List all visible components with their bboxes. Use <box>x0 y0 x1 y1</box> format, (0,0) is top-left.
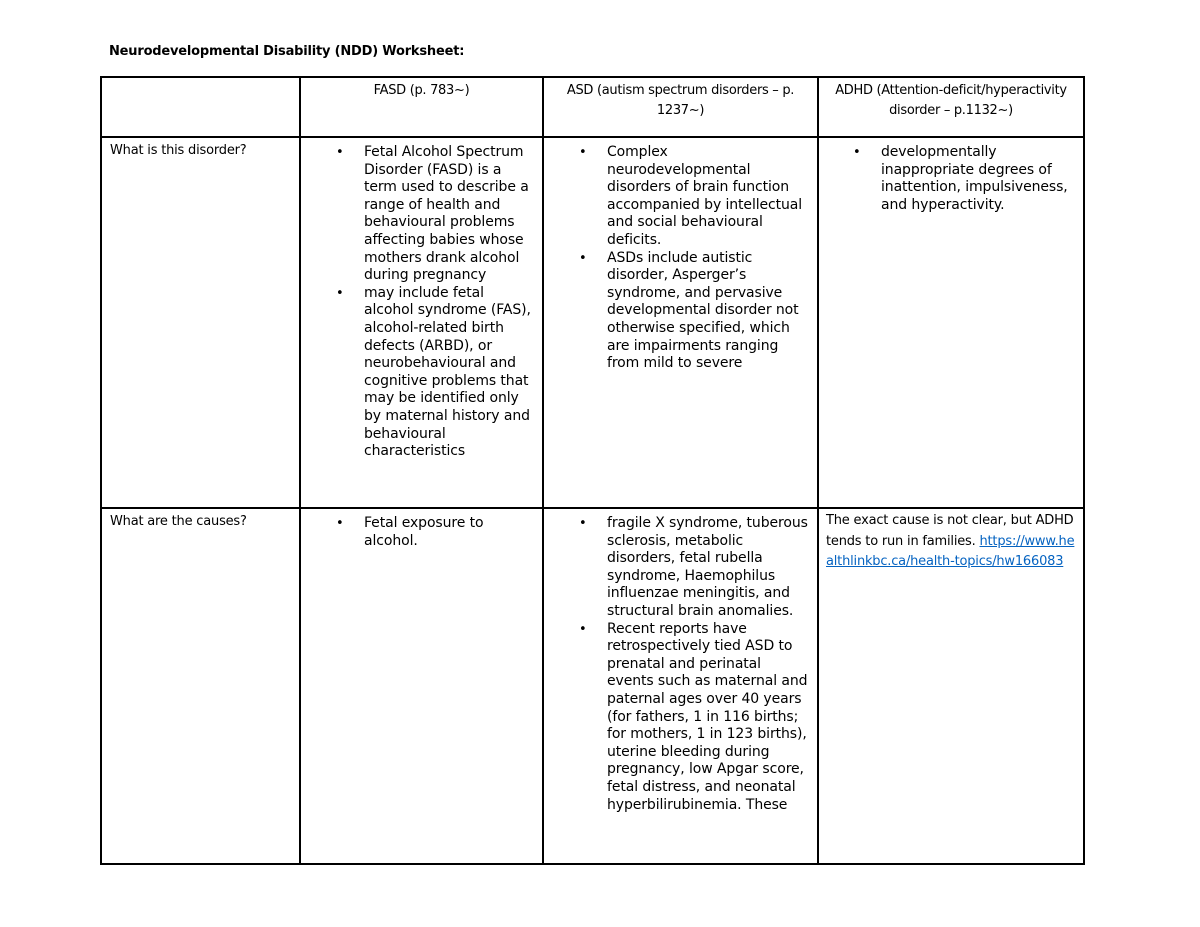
list-item <box>579 249 811 373</box>
list-item <box>579 620 811 815</box>
list-item-text: Fetal exposure to alcohol. <box>364 515 484 549</box>
bullet-icon: • <box>336 285 344 301</box>
header-cell-empty <box>101 77 300 137</box>
list-item-text: may include fetal alcohol syndrome (FAS), alcohol-related birth defects (ARBD), or neurobehavioural and cognitive problems that may be identified only by maternal history and behavioural characteristics <box>364 284 531 460</box>
bullet-list <box>301 138 542 461</box>
list-item <box>336 515 534 550</box>
header-cell-adhd: ADHD (Attention-deficit/hyperactivity disorder – p.1132~) <box>818 77 1084 137</box>
cell-fasd-definition <box>300 137 543 508</box>
row-label-causes: What are the causes? <box>101 508 300 864</box>
list-item-text: developmentally inappropriate degrees of inattention, impulsiveness, and hyperactivity. <box>881 144 1068 213</box>
cell-fasd-causes <box>300 508 543 864</box>
cell-asd-causes <box>543 508 818 864</box>
list-item-text: Recent reports have retrospectively tied ASD to prenatal and perinatal events such as maternal and paternal ages over 40 years (for fathers, 1 in 116 births; for mothers, 1 in 123 births), uterine bleeding during pregnancy, low Apgar score, fetal distress, and neonatal hyperbilirubinemia. These <box>607 620 808 813</box>
bullet-icon: • <box>336 145 344 160</box>
list-item-text: Complex neurodevelopmental disorders of brain function accompanied by intellectual and social behavioural deficits. <box>607 144 803 248</box>
row-label-what-is: What is this disorder? <box>101 137 300 508</box>
list-item <box>853 144 1073 214</box>
table-row <box>101 137 1084 508</box>
bullet-icon: • <box>579 145 587 160</box>
cell-clip <box>544 509 817 863</box>
bullet-icon: • <box>579 250 587 266</box>
bullet-icon: • <box>853 145 861 160</box>
bullet-icon: • <box>336 516 344 531</box>
worksheet-table <box>100 76 1085 865</box>
list-item <box>336 144 534 285</box>
table-header-row <box>101 77 1084 137</box>
header-cell-fasd: FASD (p. 783~) <box>300 77 543 137</box>
bullet-icon: • <box>579 621 587 637</box>
bullet-list <box>544 509 817 814</box>
list-item <box>579 515 811 621</box>
list-item-text: Fetal Alcohol Spectrum Disorder (FASD) is a term used to describe a range of health and behavioural problems affecting babies whose mothers drank alcohol during pregnancy <box>364 144 529 284</box>
list-item-text: ASDs include autistic disorder, Asperger’s syndrome, and pervasive developmental disorder not otherwise specified, which are impairments ranging from mild to severe <box>607 249 799 372</box>
cell-adhd-definition <box>818 137 1084 508</box>
list-item <box>336 284 534 461</box>
adhd-causes-text: The exact cause is not clear, but ADHD tends to run in families. <box>826 513 1074 549</box>
list-item-text: fragile X syndrome, tuberous sclerosis, metabolic disorders, fetal rubella syndrome, Haemophilus influenzae meningitis, and structural brain anomalies. <box>607 515 808 619</box>
adhd-causes-text-block <box>819 509 1083 573</box>
bullet-list <box>301 509 542 550</box>
table-row <box>101 508 1084 864</box>
page-title: Neurodevelopmental Disability (NDD) Worksheet: <box>109 44 465 59</box>
healthlinkbc-link[interactable]: https://www.healthlinkbc.ca/health-topics/hw166083 <box>826 533 1075 569</box>
cell-asd-definition <box>543 137 818 508</box>
bullet-list <box>819 138 1083 214</box>
bullet-icon: • <box>579 516 587 531</box>
header-cell-asd: ASD (autism spectrum disorders – p. 1237~) <box>543 77 818 137</box>
list-item <box>579 144 811 250</box>
cell-adhd-causes <box>818 508 1084 864</box>
bullet-list <box>544 138 817 373</box>
